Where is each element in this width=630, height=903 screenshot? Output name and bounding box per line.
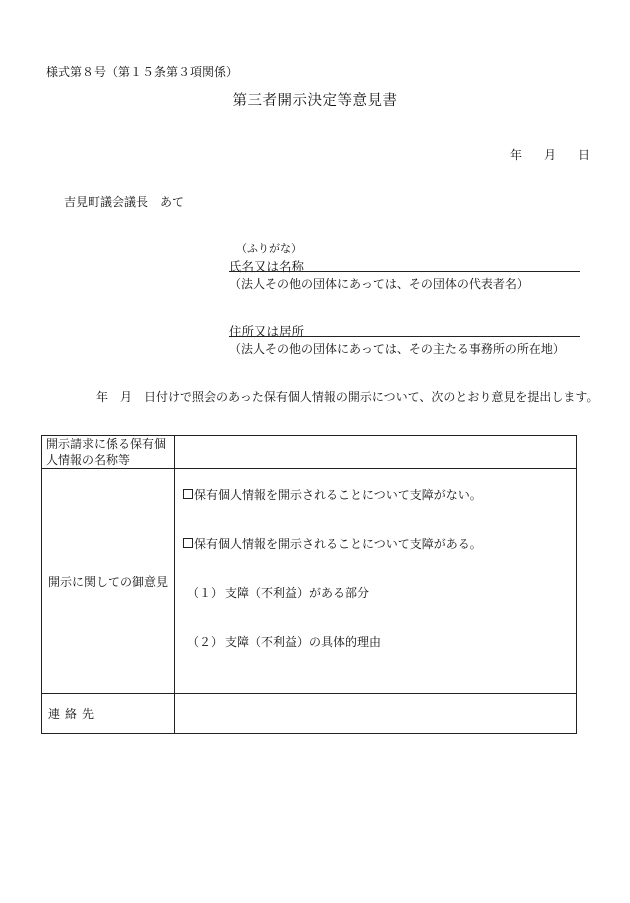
name-note: （法人その他の団体にあっては、その団体の代表者名） <box>229 277 529 291</box>
objection-item-2 <box>187 633 381 650</box>
option-objection[interactable] <box>183 535 482 552</box>
furigana-label: （ふりがな） <box>236 242 302 255</box>
option-no-objection[interactable] <box>183 486 482 503</box>
document-title: 第三者開示決定等意見書 <box>232 93 398 109</box>
opinion-label: 開示に関しての御意見 <box>42 469 175 694</box>
date-year: 年 <box>510 148 523 162</box>
date-month: 月 <box>544 148 557 162</box>
contact-label: 連絡先 <box>42 694 175 734</box>
item-text: 支障（不利益）の具体的理由 <box>225 635 382 649</box>
date-day: 日 <box>578 148 591 162</box>
table-row <box>42 469 577 694</box>
option-no-objection-text: 保有個人情報を開示されることについて支障がない。 <box>194 488 482 502</box>
addressee: 吉見町議会議長 あて <box>64 195 185 209</box>
objection-item-1 <box>187 584 369 601</box>
address-label: 住所又は居所 <box>229 324 305 339</box>
item-number: （１） <box>187 586 224 600</box>
form-number: 様式第８号（第１５条第３項関係） <box>46 65 239 79</box>
item-number: （２） <box>187 635 224 649</box>
address-field-line[interactable] <box>229 336 580 337</box>
option-objection-text: 保有個人情報を開示されることについて支障がある。 <box>194 537 482 551</box>
date-line <box>510 146 590 163</box>
contact-value[interactable] <box>175 694 577 734</box>
table-row <box>42 436 577 469</box>
address-note: （法人その他の団体にあっては、その主たる事務所の所在地） <box>229 342 565 356</box>
checkbox-icon[interactable] <box>183 538 193 548</box>
opinion-cell <box>175 469 577 694</box>
name-label: 氏名又は名称 <box>229 259 305 274</box>
info-name-value[interactable] <box>175 436 577 469</box>
name-field-line[interactable] <box>229 271 580 272</box>
table-row <box>42 694 577 734</box>
opinion-table <box>41 435 577 734</box>
checkbox-icon[interactable] <box>183 489 193 499</box>
statement-text: 年 月 日付けで照会のあった保有個人情報の開示について、次のとおり意見を提出します。 <box>96 390 599 404</box>
info-name-label: 開示請求に係る保有個人情報の名称等 <box>42 436 175 469</box>
item-text: 支障（不利益）がある部分 <box>225 586 370 600</box>
